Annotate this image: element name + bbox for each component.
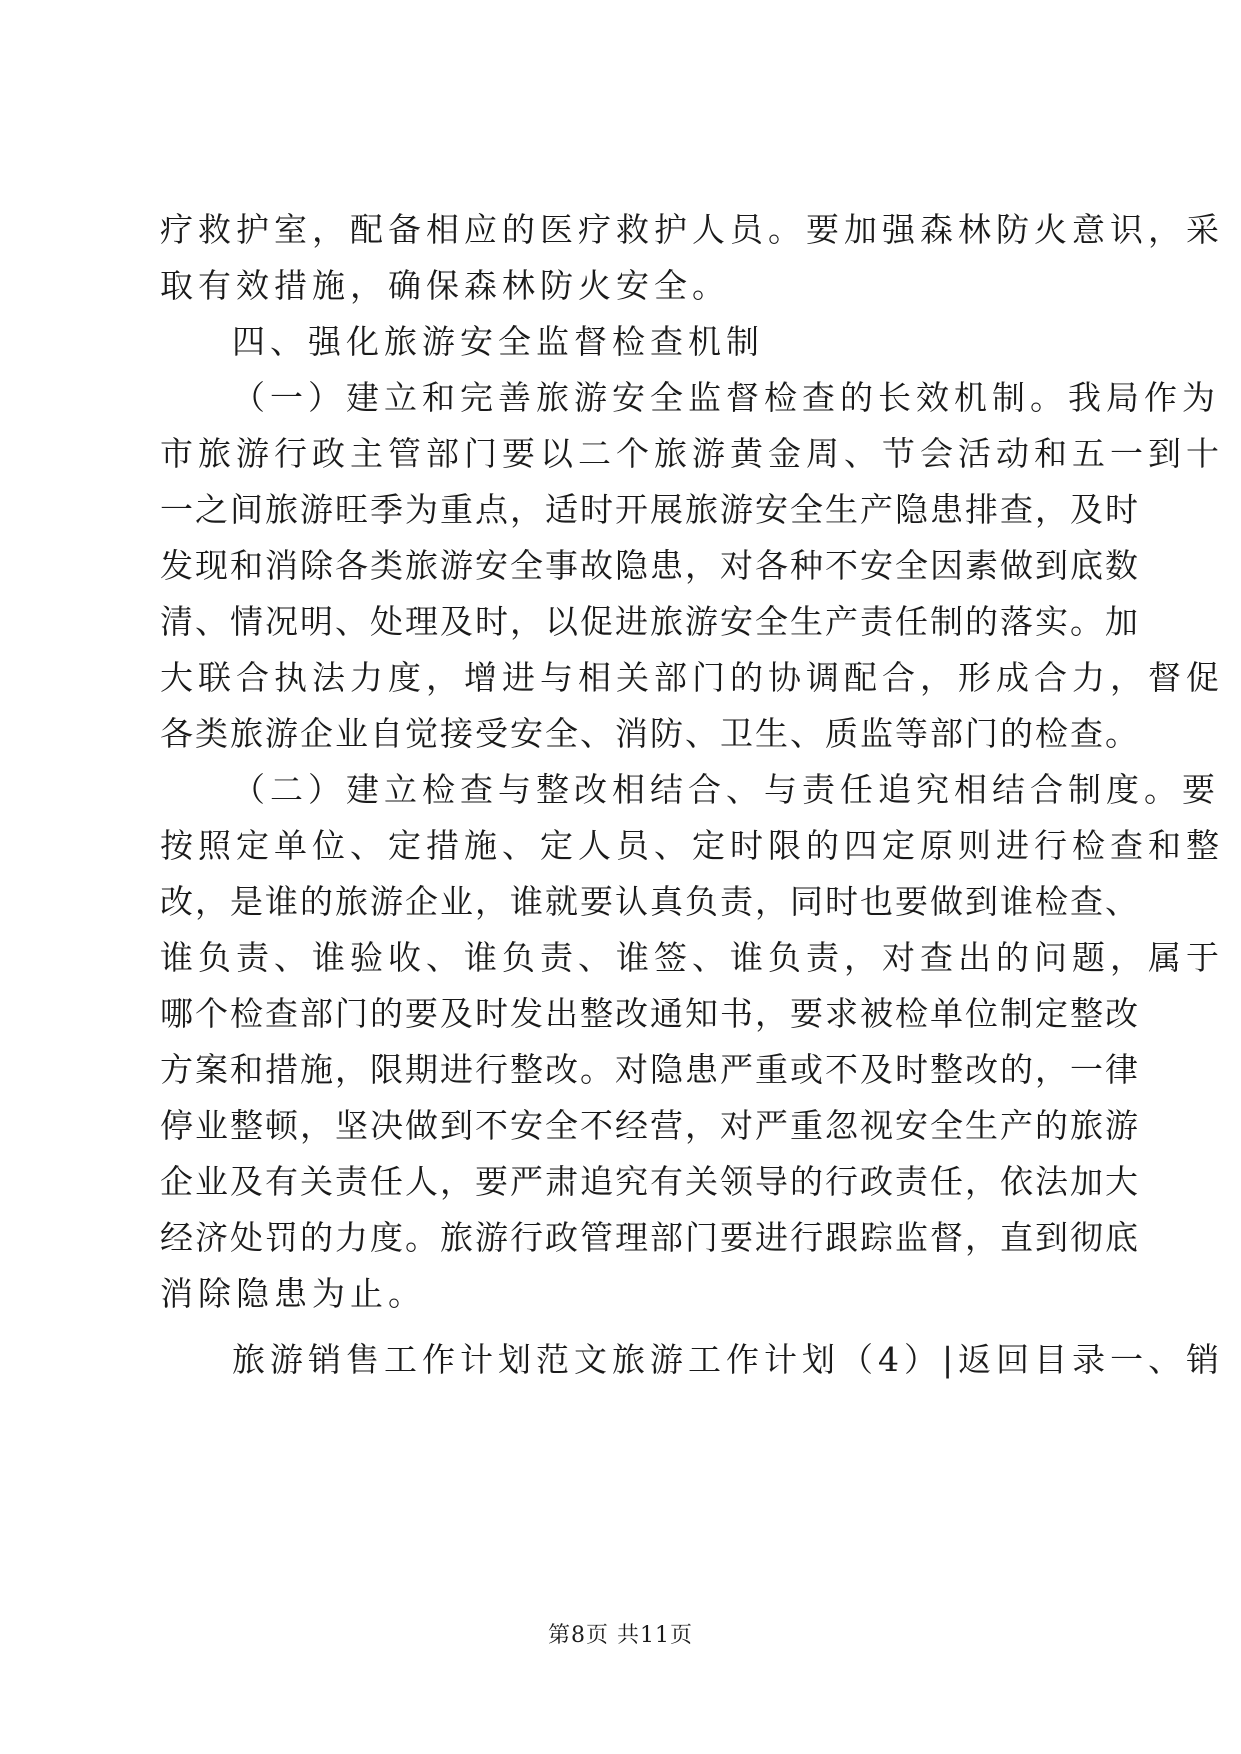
text-line: 市旅游行政主管部门要以二个旅游黄金周、节会活动和五一到十 <box>160 434 1224 473</box>
text-line: 企业及有关责任人，要严肃追究有关领导的行政责任，依法加大 <box>160 1162 1140 1201</box>
section-heading: 四、强化旅游安全监督检查机制 <box>232 322 764 361</box>
text-line: 发现和消除各类旅游安全事故隐患，对各种不安全因素做到底数 <box>160 546 1140 585</box>
paragraph-start: （二）建立检查与整改相结合、与责任追究相结合制度。要 <box>232 770 1220 809</box>
text-line: 方案和措施，限期进行整改。对隐患严重或不及时整改的，一律 <box>160 1050 1140 1089</box>
text-line: 经济处罚的力度。旅游行政管理部门要进行跟踪监督，直到彻底 <box>160 1218 1140 1257</box>
text-line: 改，是谁的旅游企业，谁就要认真负责，同时也要做到谁检查、 <box>160 882 1140 921</box>
text-line: 疗救护室，配备相应的医疗救护人员。要加强森林防火意识，采 <box>160 210 1224 249</box>
text-line: 哪个检查部门的要及时发出整改通知书，要求被检单位制定整改 <box>160 994 1140 1033</box>
text-line: 消除隐患为止。 <box>160 1274 426 1313</box>
paragraph-start: （一）建立和完善旅游安全监督检查的长效机制。我局作为 <box>232 378 1220 417</box>
text-line: 按照定单位、定措施、定人员、定时限的四定原则进行检查和整 <box>160 826 1224 865</box>
page-number-footer: 第8页 共11页 <box>548 1623 693 1648</box>
text-line: 停业整顿，坚决做到不安全不经营，对严重忽视安全生产的旅游 <box>160 1106 1140 1145</box>
text-line: 各类旅游企业自觉接受安全、消防、卫生、质监等部门的检查。 <box>160 714 1140 753</box>
text-line: 取有效措施，确保森林防火安全。 <box>160 266 730 305</box>
text-line: 大联合执法力度，增进与相关部门的协调配合，形成合力，督促 <box>160 658 1224 697</box>
paragraph-start: 旅游销售工作计划范文旅游工作计划（4）|返回目录一、销 <box>232 1340 1225 1379</box>
text-line: 一之间旅游旺季为重点，适时开展旅游安全生产隐患排查，及时 <box>160 490 1140 529</box>
text-line: 谁负责、谁验收、谁负责、谁签、谁负责，对查出的问题，属于 <box>160 938 1224 977</box>
text-line: 清、情况明、处理及时，以促进旅游安全生产责任制的落实。加 <box>160 602 1140 641</box>
